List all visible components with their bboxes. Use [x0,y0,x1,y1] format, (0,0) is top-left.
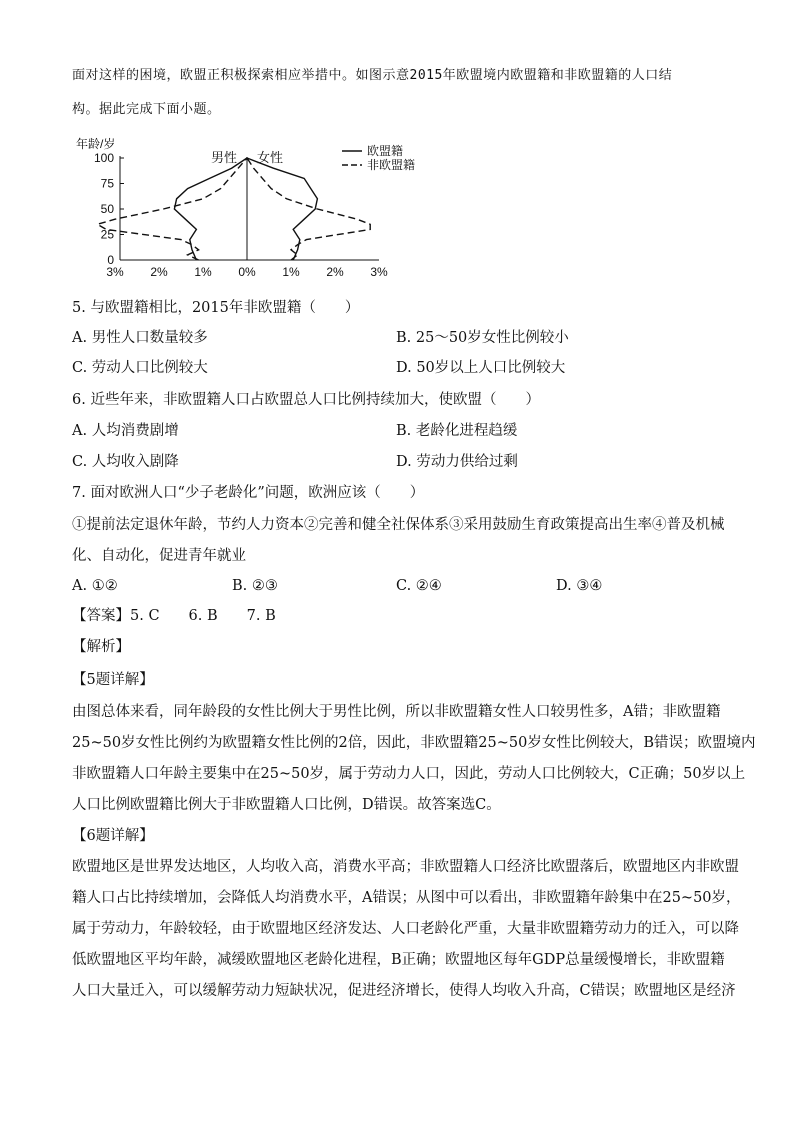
y-tick-label: 25 [100,227,114,242]
answer-row [72,606,276,626]
q6-option-b[interactable]: B. 老龄化进程趋缓 [396,423,518,439]
y-tick-label: 75 [100,176,114,191]
q7-option-c[interactable]: C. ②④ [396,578,442,594]
q7-statement-line-2: 化、自动化，促进青年就业 [72,548,246,564]
y-tick-label: 100 [93,151,114,165]
q7-statement-line-1: ①提前法定退休年龄，节约人力资本②完善和健全社保体系③采用鼓励生育政策提高出生率④普及机械 [72,517,725,533]
female-label: 女性 [257,150,284,165]
eu-male-line [174,158,247,260]
x-tick-label: 1% [194,265,212,279]
q7-option-a[interactable]: A. ①② [72,578,118,594]
legend-label: 非欧盟籍 [367,158,416,172]
intro-line-1: 面对这样的困境，欧盟正积极探索相应举措中。如图示意2015年欧盟境内欧盟籍和非欧盟籍的人口结 [72,68,673,83]
q6-detail-line: 籍人口占比持续增加，会降低人均消费水平，A错误；从图中可以看出，非欧盟籍年龄集中在25~50岁， [72,890,741,906]
q5-detail-title: 【5题详解】 [72,672,154,688]
y-tick-label: 0 [107,253,114,267]
q6-option-a[interactable]: A. 人均消费剧增 [72,423,179,439]
q5-detail-line: 25~50岁女性比例约为欧盟籍女性比例的2倍，因此，非欧盟籍25~50岁女性比例较大，B错误；欧盟境内 [72,735,756,751]
x-tick-label: 1% [282,265,300,279]
q6-detail-title: 【6题详解】 [72,828,154,844]
q5-option-d[interactable]: D. 50岁以上人口比例较大 [396,360,566,376]
x-tick-label: 0% [238,265,256,279]
q6-detail-line: 低欧盟地区平均年龄，减缓欧盟地区老龄化进程，B正确；欧盟地区每年GDP总量缓慢增长，非欧盟籍 [72,952,725,968]
intro-line-2: 构。据此完成下面小题。 [72,102,221,117]
x-tick-label: 2% [326,265,344,279]
y-tick-label: 50 [100,202,114,216]
q6-detail-line: 欧盟地区是世界发达地区，人均收入高，消费水平高；非欧盟籍人口经济比欧盟落后，欧盟地区内非欧盟 [72,859,739,875]
x-tick-label: 3% [370,265,388,279]
answer-label: 【答案】 [72,608,130,624]
q7-option-b[interactable]: B. ②③ [232,578,278,594]
question-5-stem: 5. 与欧盟籍相比，2015年非欧盟籍（ ） [72,300,360,316]
q6-option-c[interactable]: C. 人均收入剧降 [72,454,179,470]
y-axis-label: 年龄/岁 [76,137,116,151]
q7-option-d[interactable]: D. ③④ [556,578,603,594]
q6-detail-line: 属于劳动力，年龄较轻，由于欧盟地区经济发达、人口老龄化严重，大量非欧盟籍劳动力的迁入，可以降 [72,921,739,937]
q5-detail-line: 非欧盟籍人口年龄主要集中在25~50岁，属于劳动力人口，因此，劳动人口比例较大，C正确；50岁以上 [72,766,746,782]
male-label: 男性 [210,150,237,165]
x-tick-label: 3% [106,265,124,279]
answer-text: 5. C 6. B 7. B [130,608,276,624]
q5-detail-line: 由图总体来看，同年龄段的女性比例大于男性比例，所以非欧盟籍女性人口较男性多，A错；非欧盟籍 [72,704,721,720]
q5-option-c[interactable]: C. 劳动人口比例较大 [72,360,208,376]
question-6-stem: 6. 近些年来，非欧盟籍人口占欧盟总人口比例持续加大，使欧盟（ ） [72,392,540,408]
population-pyramid-chart [70,132,440,280]
analysis-label: 【解析】 [72,639,130,655]
non-eu-female-line [247,158,370,260]
q5-option-b[interactable]: B. 25～50岁女性比例较小 [396,330,569,346]
q5-detail-line: 人口比例欧盟籍比例大于非欧盟籍人口比例，D错误。故答案选C。 [72,797,501,813]
question-7-stem: 7. 面对欧洲人口“少子老龄化”问题，欧洲应该（ ） [72,485,425,501]
x-tick-label: 2% [150,265,168,279]
q6-detail-line: 人口大量迁入，可以缓解劳动力短缺状况，促进经济增长，使得人均收入升高，C错误；欧盟地区是经济 [72,983,736,999]
q6-option-d[interactable]: D. 劳动力供给过剩 [396,454,518,470]
legend-label: 欧盟籍 [367,144,404,158]
q5-option-a[interactable]: A. 男性人口数量较多 [72,330,208,346]
